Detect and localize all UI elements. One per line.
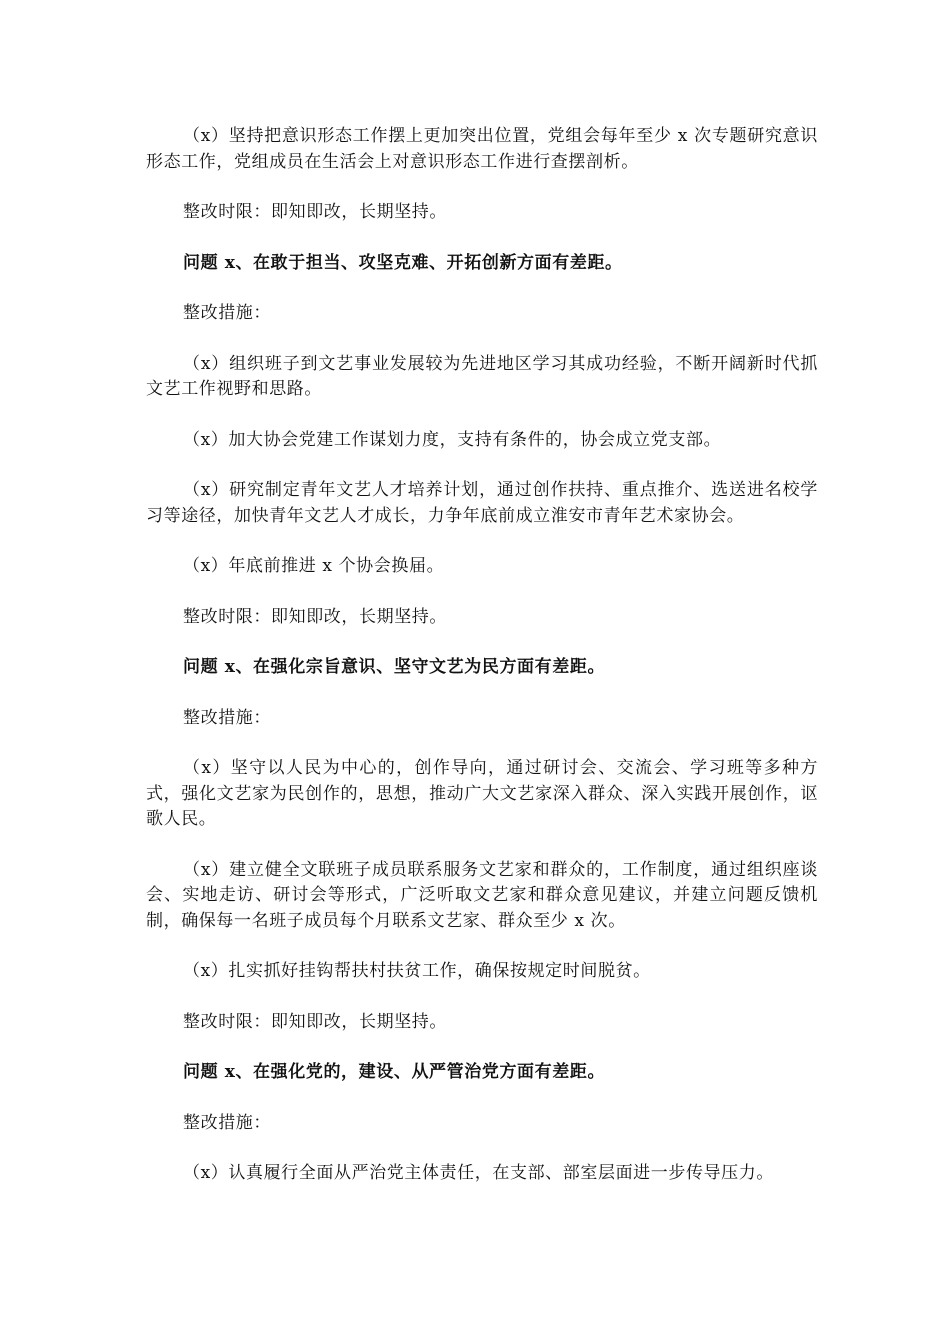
paragraph-study-visit: （x）组织班子到文艺事业发展较为先进地区学习其成功经验，不断开阔新时代抓文艺工作视野和思路。 (146, 353, 818, 399)
paragraph-measures-label: 整改措施： (183, 707, 271, 728)
paragraph-deadline: 整改时限：即知即改，长期坚持。 (183, 202, 447, 222)
paragraph-association-election: （x）年底前推进 x 个协会换届。 (183, 556, 445, 576)
paragraph-ideology-measure: （x）坚持把意识形态工作摆上更加突出位置，党组会每年至少 x 次专题研究意识形态工作，党组成员在生活会上对意识形态工作进行查摆剖析。 (146, 126, 818, 172)
paragraph-party-branch: （x）加大协会党建工作谋划力度，支持有条件的，协会成立党支部。 (183, 429, 722, 450)
paragraph-strict-governance: （x）认真履行全面从严治党主体责任，在支部、部室层面进一步传导压力。 (183, 1163, 774, 1183)
heading-issue-people: 问题 x、在强化宗旨意识、坚守文艺为民方面有差距。 (183, 657, 606, 677)
heading-issue-responsibility: 问题 x、在敢于担当、攻坚克难、开拓创新方面有差距。 (183, 252, 623, 273)
paragraph-youth-talent: （x）研究制定青年文艺人才培养计划，通过创作扶持、重点推介、选送进名校学习等途径，加快青年文艺人才成长，力争年底前成立淮安市青年艺术家协会。 (146, 480, 818, 526)
heading-issue-party-building: 问题 x、在强化党的，建设、从严管治党方面有差距。 (183, 1062, 606, 1082)
paragraph-contact-system: （x）建立健全文联班子成员联系服务文艺家和群众的，工作制度，通过组织座谈会、实地走访、研讨会等形式，广泛听取文艺家和群众意见建议，并建立问题反馈机制，确保每一名班子成员每个月联系文艺家、群众至少 x 次。 (146, 859, 818, 931)
paragraph-measures-label: 整改措施： (183, 303, 271, 323)
paragraph-deadline: 整改时限：即知即改，长期坚持。 (183, 1011, 447, 1032)
document-body (146, 124, 818, 1212)
paragraph-deadline: 整改时限：即知即改，长期坚持。 (183, 606, 447, 627)
paragraph-measures-label: 整改措施： (183, 1112, 271, 1133)
paragraph-poverty-relief: （x）扎实抓好挂钩帮扶村扶贫工作，确保按规定时间脱贫。 (183, 961, 651, 981)
paragraph-people-centered: （x）坚守以人民为中心的，创作导向，通过研讨会、交流会、学习班等多种方式，强化文艺家为民创作的，思想，推动广大文艺家深入群众、深入实践开展创作，讴歌人民。 (146, 758, 818, 829)
